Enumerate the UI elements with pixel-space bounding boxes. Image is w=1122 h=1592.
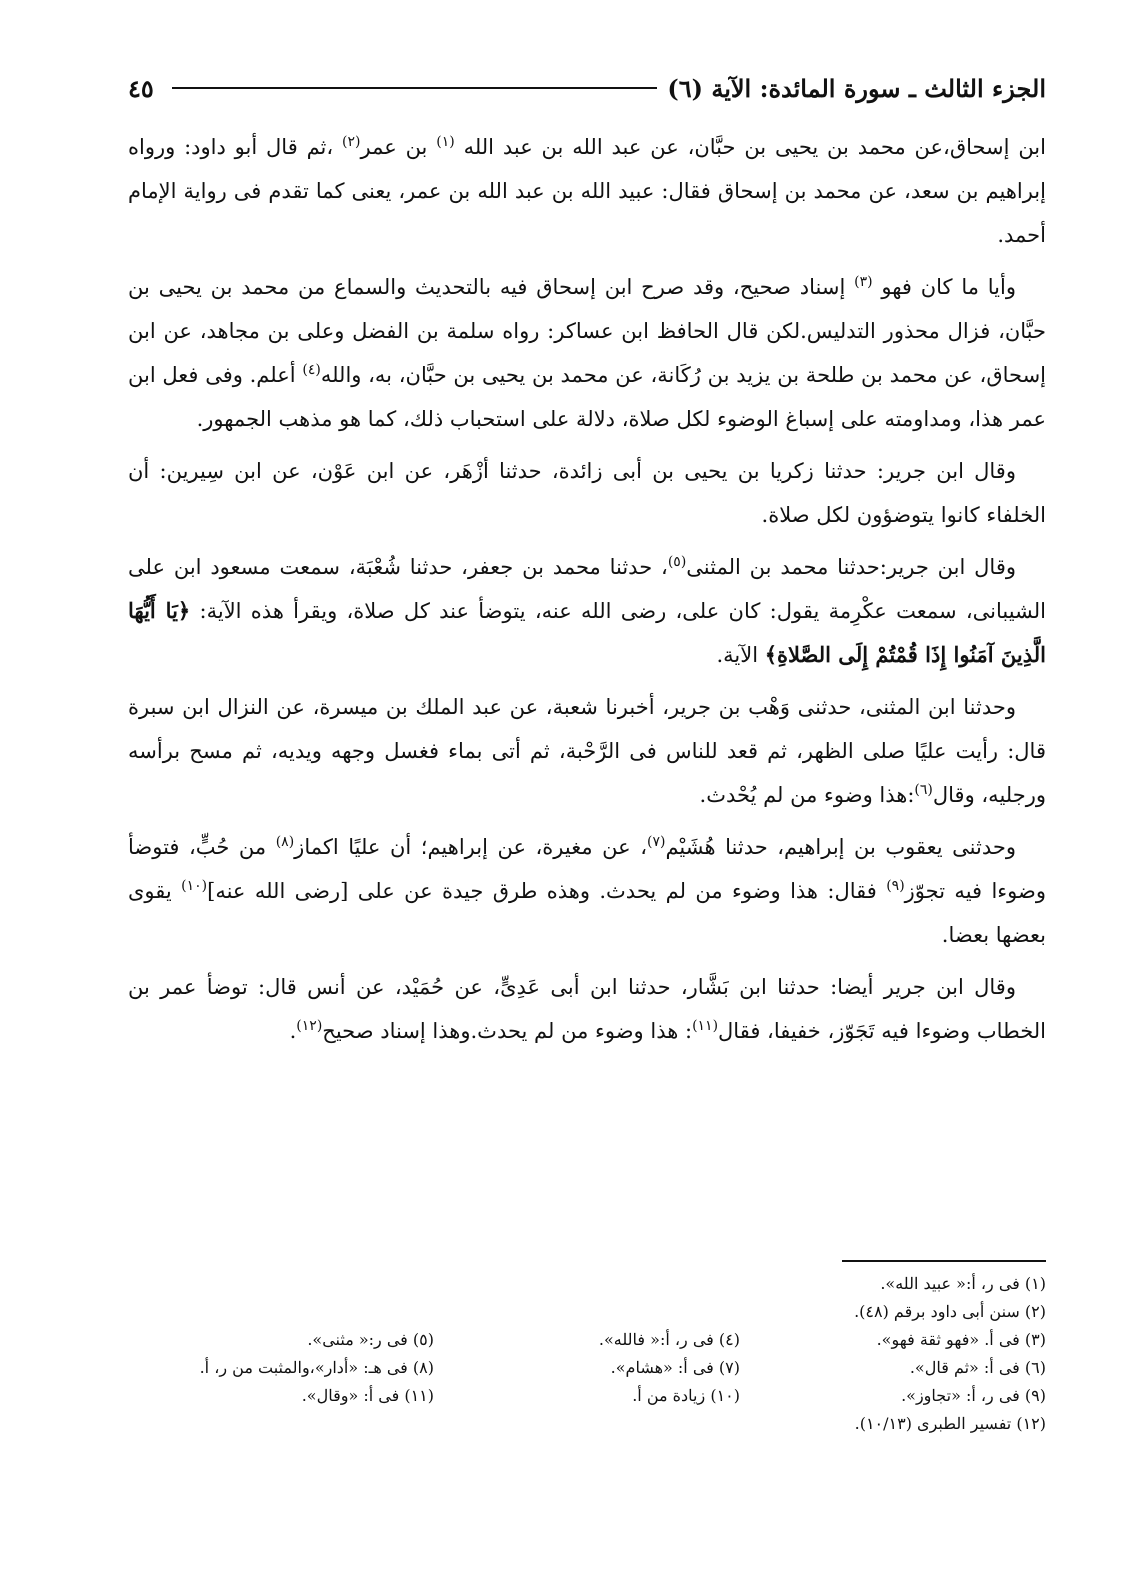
- footnote-ref-1: (١): [436, 134, 455, 150]
- paragraph-1-text-b: بن عمر: [360, 135, 428, 159]
- footnote-12: (١٢) تفسير الطبرى (١٠/١٣).: [854, 1414, 1046, 1433]
- footnote-11: (١١) فى أ: «وقال».: [301, 1386, 434, 1405]
- paragraph-7-text-b: : هذا وضوء من لم يحدث.وهذا إسناد صحيح: [322, 1019, 693, 1043]
- paragraph-4-text-b: ، حدثنا محمد بن جعفر، حدثنا شُعْبَة، سمعت مسعود ابن على الشيبانى، سمعت عكْرِمة يقول: كان على، رضى الله عنه، يتوضأ عند كل صلاة، ويقرأ هذه الآية:: [128, 555, 1047, 623]
- paragraph-4-text-a: وقال ابن جرير:حدثنا محمد بن المثنى: [686, 555, 1016, 579]
- paragraph-7-text-a: وقال ابن جرير أيضا: حدثنا ابن بَشَّار، حدثنا ابن أبى عَدِىٍّ، عن حُمَيْد، عن أنس قال: توضأ عمر بن الخطاب وضوءا فيه تَجَوّز، خفيفا، فقال: [128, 975, 1046, 1043]
- footnote-ref-12: (١٢): [296, 1018, 323, 1034]
- paragraph-7-text-c: .: [289, 1019, 297, 1043]
- main-text: [128, 125, 1046, 1061]
- footnote-1: (١) فى ر، أ:« عبيد الله».: [880, 1274, 1046, 1293]
- paragraph-7: [128, 965, 1046, 1053]
- paragraph-1: [128, 125, 1046, 257]
- footnote-8: (٨) فى هـ: «أدار»،والمثبت من ر، أ.: [199, 1358, 434, 1377]
- paragraph-6-text-b: ، عن مغيرة، عن إبراهيم؛ أن عليًا اكماز: [294, 835, 647, 859]
- footnote-3: (٣) فى أ. «فهو ثقة فهو».: [876, 1330, 1046, 1349]
- footnote-ref-2: (٢): [342, 134, 361, 150]
- running-header: [128, 68, 1046, 108]
- paragraph-6-text-c: من حُبٍّ، فتوضأ وضوءا فيه تجوّز: [128, 835, 1046, 903]
- footnote-ref-6: (٦): [914, 782, 933, 798]
- paragraph-6-text-a: وحدثنى يعقوب بن إبراهيم، حدثنا هُشَيْم: [665, 835, 1016, 859]
- paragraph-6-text-e: يقوى بعضها بعضا.: [128, 879, 1046, 947]
- paragraph-1-text-a: ابن إسحاق،عن محمد بن يحيى بن حبَّان، عن عبد الله بن عبد الله: [463, 135, 1046, 159]
- header-title: الجزء الثالث ـ سورة المائدة: الآية (٦): [667, 73, 1046, 103]
- paragraph-6-text-d: فقال: هذا وضوء من لم يحدث. وهذه طرق جيدة عن على [رضى الله عنه]: [207, 879, 877, 903]
- paragraph-2-text-c: أعلم. وفى فعل ابن عمر هذا، ومداومته على إسباغ الوضوء لكل صلاة، دلالة على استحباب ذلك، كما هو مذهب الجمهور.: [128, 363, 1046, 431]
- footnote-ref-11: (١١): [692, 1018, 719, 1034]
- paragraph-3: [128, 449, 1046, 537]
- footnote-row: [128, 1298, 1046, 1326]
- paragraph-5-text-a: وحدثنا ابن المثنى، حدثنى وَهْب بن جرير، أخبرنا شعبة، عن عبد الملك بن ميسرة، عن النزال ابن سبرة قال: رأيت عليًا صلى الظهر، ثم قعد للناس فى الرَّحْبة، ثم أتى بماء فغسل وجهه ويديه، ثم مسح برأسه ورجليه، وقال: [128, 695, 1046, 807]
- paragraph-2: [128, 265, 1046, 441]
- footnote-5: (٥) فى ر:« مثنى».: [307, 1330, 434, 1349]
- paragraph-5: [128, 685, 1046, 817]
- header-rule: [172, 87, 658, 89]
- footnote-row: [128, 1354, 1046, 1382]
- paragraph-6: [128, 825, 1046, 957]
- footnote-ref-7: (٧): [646, 834, 666, 850]
- footnote-row: [128, 1270, 1046, 1298]
- quran-verse: ﴿يَا أَيُّهَا الَّذِينَ آمَنُوا إِذَا قُمْتُمْ إِلَى الصَّلاةِ﴾: [128, 598, 1046, 667]
- footnote-6: (٦) فى أ: «ثم قال».: [909, 1358, 1046, 1377]
- footnote-ref-8: (٨): [275, 834, 295, 850]
- page-number: ٤٥: [128, 73, 154, 103]
- footnote-ref-5: (٥): [667, 554, 687, 570]
- paragraph-1-text-c: ،ثم قال أبو داود: ورواه إبراهيم بن سعد، عن محمد بن إسحاق فقال: عبيد الله بن عبد الله بن عمر، يعنى كما تقدم فى رواية الإمام أحمد.: [128, 135, 1046, 247]
- footnote-separator: [842, 1260, 1046, 1262]
- footnote-row: [128, 1326, 1046, 1354]
- footnote-10: (١٠) زيادة من أ.: [632, 1386, 740, 1405]
- footnote-ref-9: (٩): [886, 878, 905, 894]
- footnote-ref-10: (١٠): [181, 878, 208, 894]
- paragraph-4-text-c: الآية.: [716, 643, 759, 667]
- footnote-row: [128, 1382, 1046, 1410]
- paragraph-2-text-a: وأيا ما كان فهو: [881, 275, 1016, 299]
- paragraph-5-text-b: :هذا وضوء من لم يُحْدث.: [699, 783, 915, 807]
- footnote-ref-3: (٣): [854, 274, 873, 290]
- paragraph-4: [128, 545, 1046, 677]
- paragraph-2-text-b: إسناد صحيح، وقد صرح ابن إسحاق فيه بالتحديث والسماع من محمد بن يحيى بن حبَّان، فزال محذور التدليس.لكن قال الحافظ ابن عساكر: رواه سلمة بن الفضل وعلى بن مجاهد، عن ابن إسحاق، عن محمد بن طلحة بن يزيد بن رُكَانة، عن محمد بن يحيى بن حبَّان، به، والله: [128, 275, 1047, 387]
- footnotes: [128, 1270, 1046, 1438]
- footnote-2: (٢) سنن أبى داود برقم (٤٨).: [854, 1302, 1046, 1321]
- footnote-row: [128, 1410, 1046, 1438]
- footnote-ref-4: (٤): [302, 362, 321, 378]
- paragraph-3-text: وقال ابن جرير: حدثنا زكريا بن يحيى بن أبى زائدة، حدثنا أزْهَر، عن ابن عَوْن، عن ابن سِيرين: أن الخلفاء كانوا يتوضؤون لكل صلاة.: [128, 459, 1046, 527]
- footnote-7: (٧) فى أ: «هشام».: [610, 1358, 740, 1377]
- footnote-9: (٩) فى ر، أ: «تجاوز».: [901, 1386, 1046, 1405]
- footnote-4: (٤) فى ر، أ:« فالله».: [598, 1330, 740, 1349]
